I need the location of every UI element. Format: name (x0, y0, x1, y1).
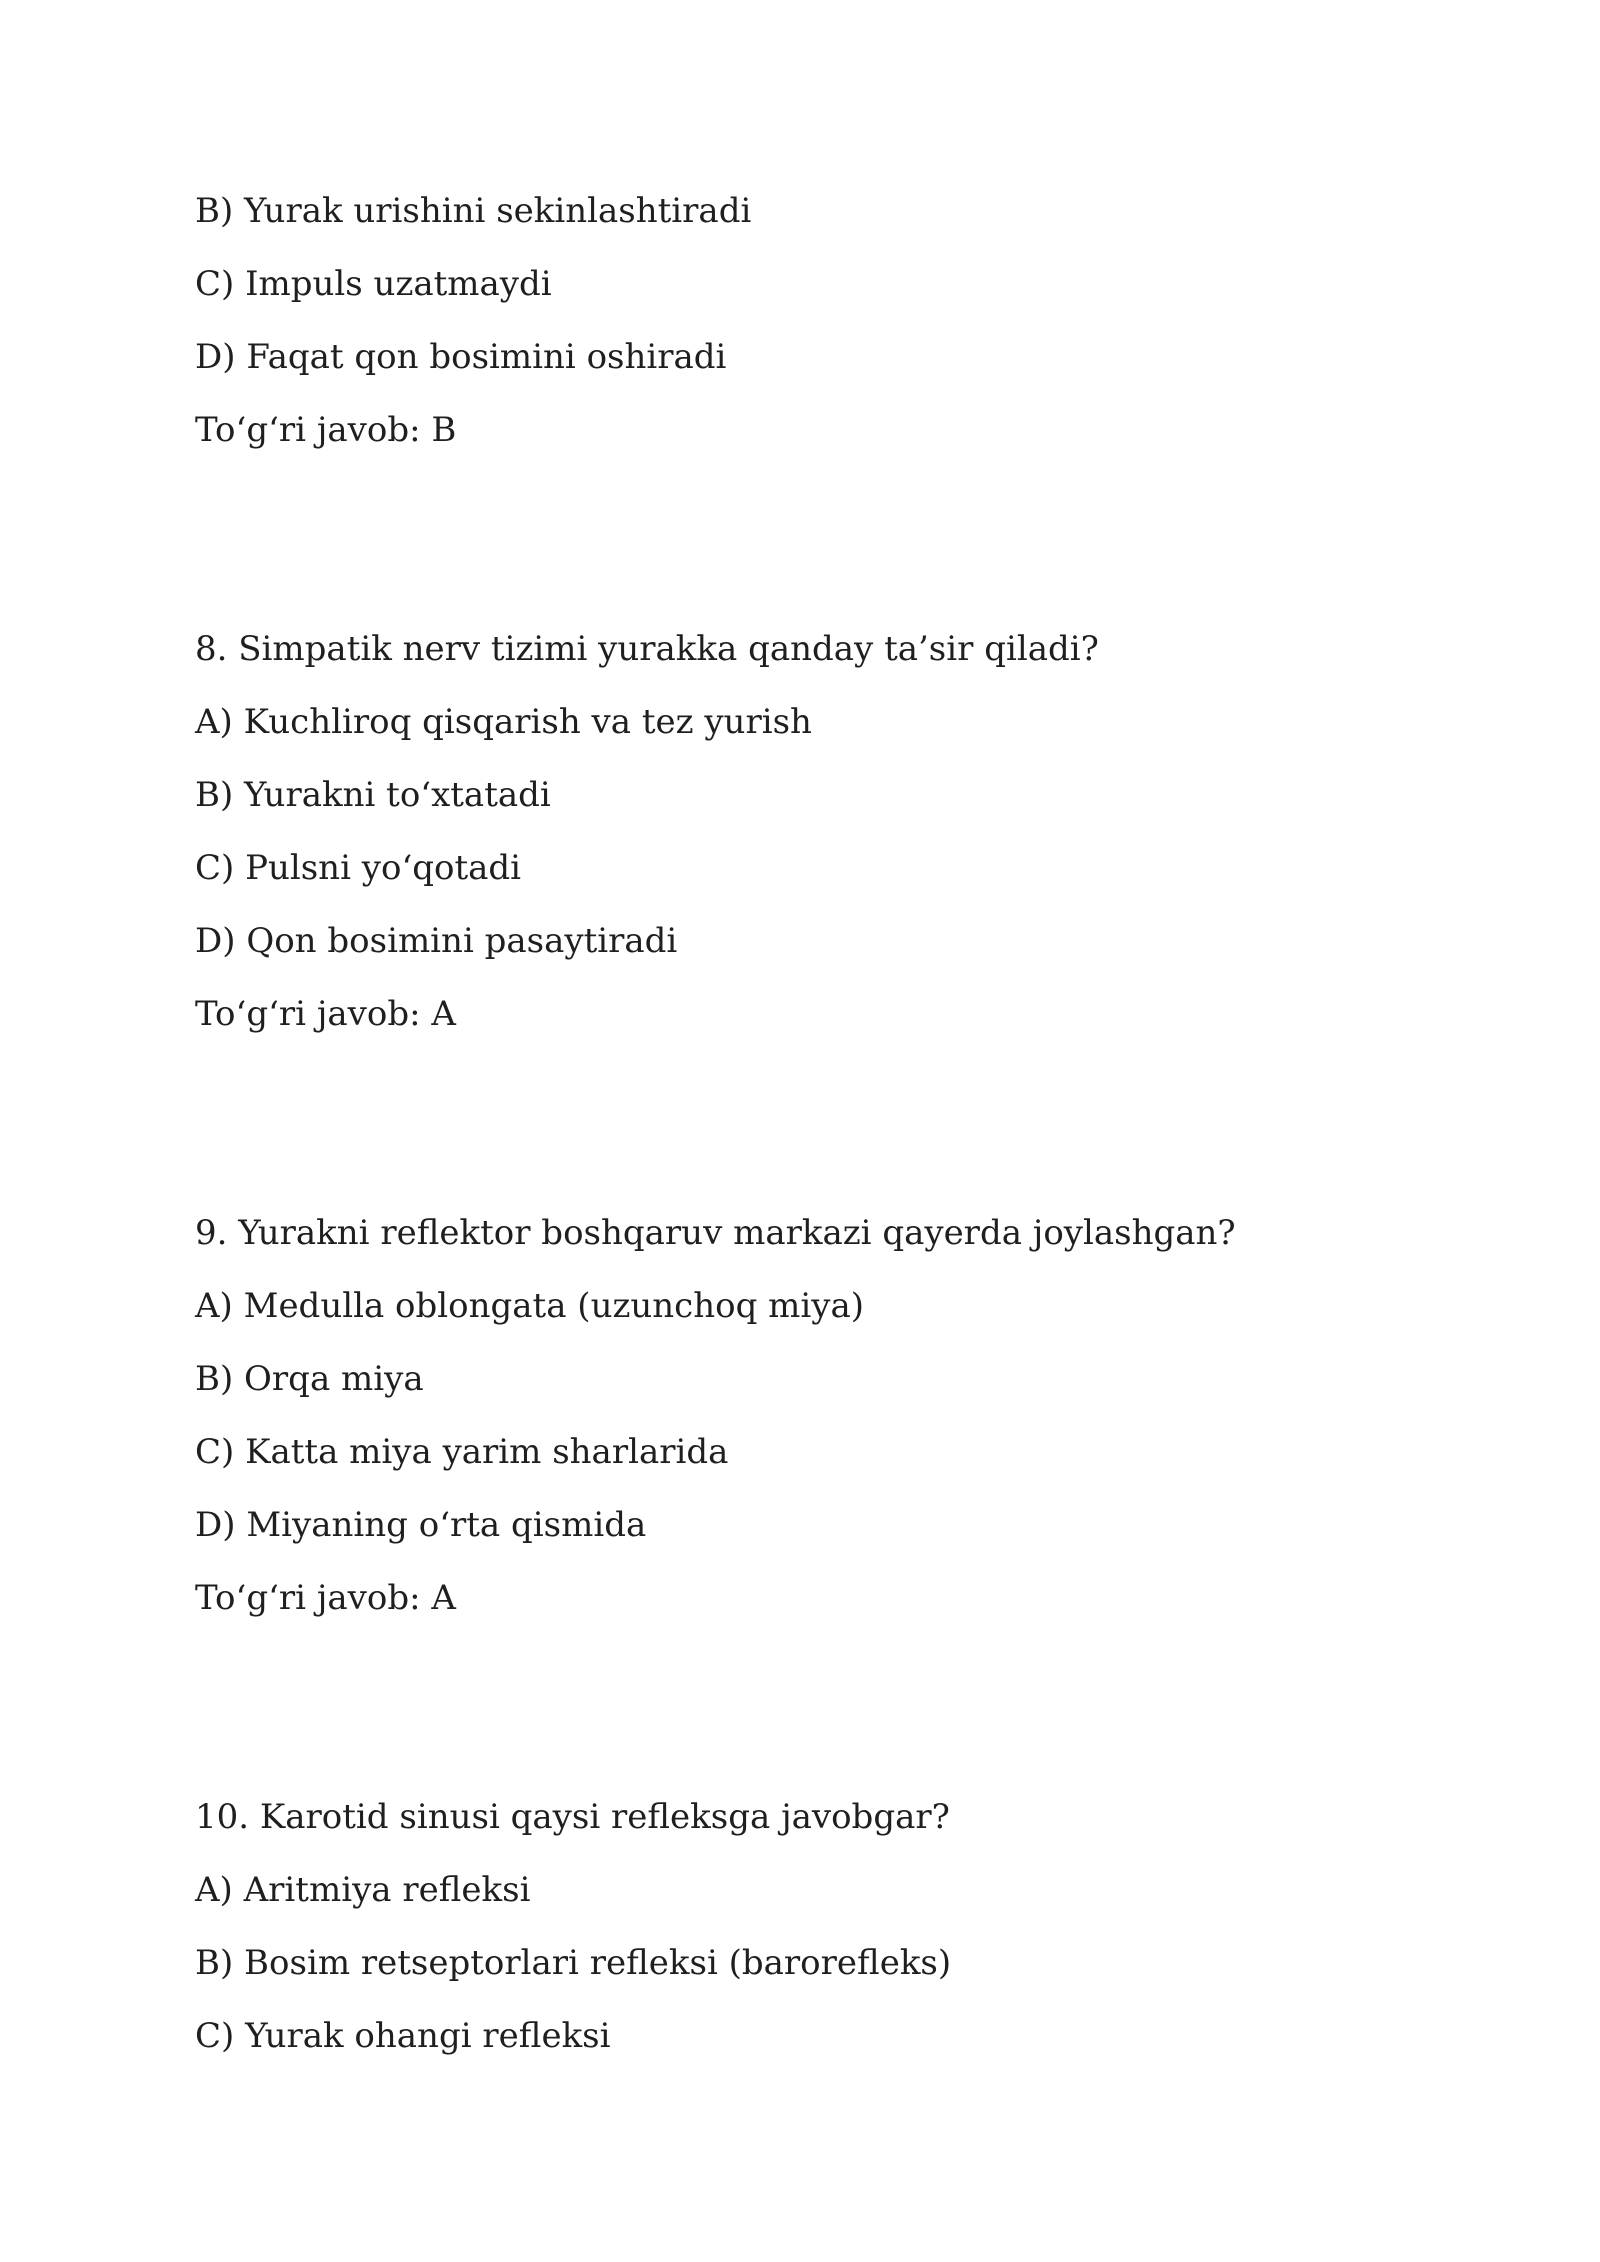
correct-answer: To‘g‘ri javob: A (195, 1578, 456, 1618)
option-c: C) Katta miya yarim sharlarida (195, 1432, 729, 1472)
option-d: D) Miyaning o‘rta qismida (195, 1505, 647, 1545)
option-d: D) Faqat qon bosimini oshiradi (195, 337, 727, 377)
correct-answer: To‘g‘ri javob: B (195, 410, 457, 450)
option-d: D) Qon bosimini pasaytiradi (195, 921, 678, 961)
spacer (195, 1066, 1445, 1212)
question-10 (195, 1796, 1445, 2058)
option-b: B) Yurak urishini sekinlashtiradi (195, 191, 752, 231)
option-a: A) Medulla oblongata (uzunchoq miya) (195, 1286, 865, 1326)
option-c: C) Yurak ohangi refleksi (195, 2016, 611, 2056)
question-text: 8. Simpatik nerv tizimi yurakka qanday ta’sir qiladi? (195, 629, 1099, 669)
option-a: A) Kuchliroq qisqarish va tez yurish (195, 702, 812, 742)
spacer (195, 1650, 1445, 1796)
option-a: A) Aritmiya refleksi (195, 1870, 531, 1910)
document-page (195, 190, 1445, 2088)
spacer (195, 482, 1445, 628)
option-c: C) Pulsni yo‘qotadi (195, 848, 522, 888)
question-7-tail (195, 190, 1445, 452)
option-b: B) Yurakni to‘xtatadi (195, 775, 551, 815)
question-text: 10. Karotid sinusi qaysi refleksga javobgar? (195, 1797, 950, 1837)
correct-answer: To‘g‘ri javob: A (195, 994, 456, 1034)
option-b: B) Orqa miya (195, 1359, 424, 1399)
option-b: B) Bosim retseptorlari refleksi (barorefleks) (195, 1943, 952, 1983)
option-c: C) Impuls uzatmaydi (195, 264, 552, 304)
question-text: 9. Yurakni reflektor boshqaruv markazi qayerda joylashgan? (195, 1213, 1236, 1253)
question-9 (195, 1212, 1445, 1620)
question-8 (195, 628, 1445, 1036)
